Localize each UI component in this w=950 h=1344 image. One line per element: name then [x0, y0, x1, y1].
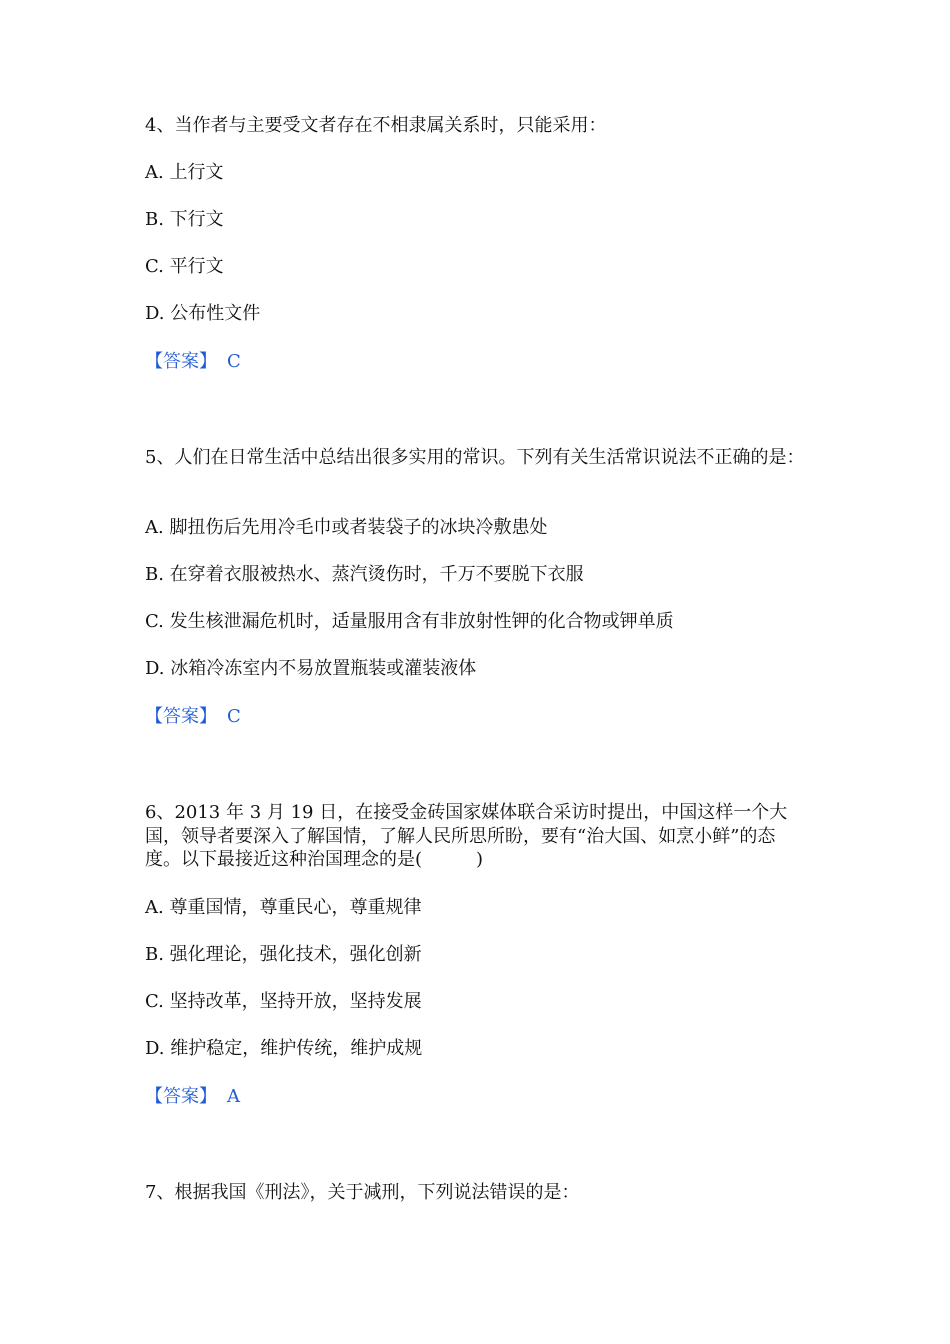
question-6-option-b: B. 强化理论，强化技术，强化创新 — [145, 944, 422, 965]
answer-value: C — [227, 351, 241, 372]
question-5-stem: 5、人们在日常生活中总结出很多实用的常识。下列有关生活常识说法不正确的是： — [145, 447, 805, 468]
question-5-answer — [145, 705, 241, 729]
question-6-answer — [145, 1085, 240, 1109]
answer-value: C — [227, 706, 241, 727]
question-6-option-a: A. 尊重国情，尊重民心，尊重规律 — [145, 897, 422, 918]
answer-value: A — [227, 1086, 240, 1107]
question-4-option-a: A. 上行文 — [145, 162, 224, 183]
question-4-answer — [145, 350, 241, 374]
question-5-option-a: A. 脚扭伤后先用冷毛巾或者装袋子的冰块冷敷患处 — [145, 517, 548, 538]
question-4-option-b: B. 下行文 — [145, 209, 224, 230]
question-4-option-d: D. 公布性文件 — [145, 303, 261, 324]
answer-label: 【答案】 — [145, 351, 217, 372]
answer-label: 【答案】 — [145, 706, 217, 727]
question-5-option-d: D. 冰箱冷冻室内不易放置瓶装或灌装液体 — [145, 658, 477, 679]
question-6-option-c: C. 坚持改革，坚持开放，坚持发展 — [145, 991, 422, 1012]
question-6-option-d: D. 维护稳定，维护传统，维护成规 — [145, 1038, 423, 1059]
question-4-option-c: C. 平行文 — [145, 256, 224, 277]
question-7-stem: 7、根据我国《刑法》，关于减刑，下列说法错误的是： — [145, 1182, 580, 1203]
question-5-option-c: C. 发生核泄漏危机时，适量服用含有非放射性钾的化合物或钾单质 — [145, 611, 674, 632]
answer-label: 【答案】 — [145, 1086, 217, 1107]
question-4-stem: 4、当作者与主要受文者存在不相隶属关系时，只能采用： — [145, 115, 607, 136]
question-6-stem: 6、2013 年 3 月 19 日，在接受金砖国家媒体联合采访时提出，中国这样一个大国，领导者要深入了解国情，了解人民所思所盼，要有“治大国、如烹小鲜”的态度。以下最接近这种治国理念的是( ) — [145, 802, 788, 870]
question-5-option-b: B. 在穿着衣服被热水、蒸汽烫伤时，千万不要脱下衣服 — [145, 564, 584, 585]
